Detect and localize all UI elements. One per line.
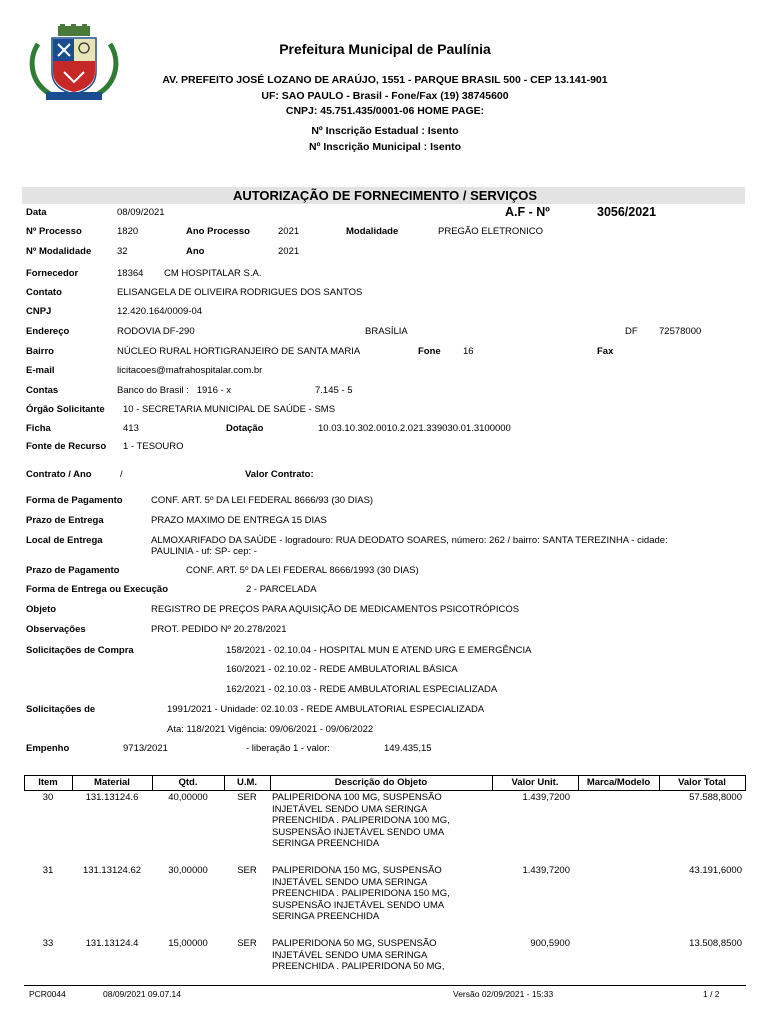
row-total: 43.191,6000 (689, 865, 742, 876)
row-unit-price: 1.439,7200 (522, 865, 570, 876)
year-value: 2021 (278, 246, 300, 257)
cnpj-value: 12.420.164/0009-04 (117, 306, 203, 317)
address-value: RODOVIA DF-290 (117, 326, 195, 337)
column-header-material: Material (94, 777, 130, 788)
state-registration: Nº Inscrição Estadual : Isento (311, 125, 459, 137)
commitment-value: 9713/2021 (123, 743, 168, 754)
row-item: 30 (42, 792, 54, 803)
row-unit-price: 900,5900 (530, 938, 570, 949)
object-label: Objeto (26, 604, 57, 615)
column-header-quantity: Qtd. (178, 777, 198, 788)
date-value: 08/09/2021 (117, 207, 165, 218)
column-header-brand: Marca/Modelo (586, 777, 651, 788)
row-total: 57.588,8000 (689, 792, 742, 803)
municipality-title: Prefeitura Municipal de Paulínia (279, 41, 491, 57)
requests-of-line2: Ata: 118/2021 Vigência: 09/06/2021 - 09/06/2022 (167, 724, 374, 735)
column-header-unit-price: Valor Unit. (511, 777, 559, 788)
contact-label: Contato (26, 287, 62, 298)
ficha-value: 413 (123, 423, 139, 434)
funding-source-label: Fonte de Recurso (26, 441, 107, 452)
delivery-location-line2: PAULINIA - uf: SP- cep: - (151, 546, 257, 557)
purchase-request-item: 158/2021 - 02.10.04 - HOSPITAL MUN E ATEND URG E EMERGÊNCIA (226, 645, 532, 656)
notes-label: Observações (26, 624, 86, 635)
budget-allocation-label: Dotação (226, 423, 264, 434)
accounts-label: Contas (26, 385, 59, 396)
row-unit: SER (237, 865, 257, 876)
payment-method-value: CONF. ART. 5º DA LEI FEDERAL 8666/93 (30 DIAS) (151, 495, 374, 506)
municipality-uf-phone: UF: SAO PAULO - Brasil - Fone/Fax (19) 38745600 (261, 90, 509, 102)
cnpj-label: CNPJ (26, 306, 52, 317)
footer-divider (24, 985, 746, 986)
row-item: 33 (42, 938, 54, 949)
contract-amount-label: Valor Contrato: (245, 469, 314, 480)
delivery-location-line1: ALMOXARIFADO DA SAÚDE - logradouro: RUA DEODATO SOARES, número: 262 / bairro: SANTA TEREZINHA - cidade: (151, 535, 668, 546)
footer-version: Versão 02/09/2021 - 15:33 (453, 989, 554, 999)
row-quantity: 30,00000 (168, 865, 208, 876)
purchase-request-item: 162/2021 - 02.10.03 - REDE AMBULATORIAL ESPECIALIZADA (226, 684, 498, 695)
budget-allocation-value: 10.03.10.302.0010.2.021.339030.01.3100000 (318, 423, 511, 434)
contract-value: / (120, 469, 123, 480)
commitment-label: Empenho (26, 743, 70, 754)
requesting-body-label: Órgão Solicitante (26, 404, 105, 415)
address-label: Endereço (26, 326, 70, 337)
row-item: 31 (42, 865, 54, 876)
municipality-address: AV. PREFEITO JOSÉ LOZANO DE ARAÚJO, 1551 - PARQUE BRASIL 500 - CEP 13.141-901 (162, 74, 608, 86)
row-description: PALIPERIDONA 50 MG, SUSPENSÃO INJETÁVEL SENDO UMA SERINGA PREENCHIDA . PALIPERIDONA 50 MG, (272, 938, 445, 972)
delivery-form-value: 2 - PARCELADA (246, 584, 317, 595)
row-material: 131.13124.6 (85, 792, 139, 803)
row-description: PALIPERIDONA 100 MG, SUSPENSÃO INJETÁVEL SENDO UMA SERINGA PREENCHIDA . PALIPERIDONA 100 MG, SUSPENSÃO INJETÁVEL SENDO UMA SERINGA PREENCHIDA (272, 792, 450, 849)
supplier-code: 18364 (117, 268, 144, 279)
payment-deadline-value: CONF. ART. 5º DA LEI FEDERAL 8666/1993 (30 DIAS) (186, 565, 419, 576)
row-unit-price: 1.439,7200 (522, 792, 570, 803)
requests-of-line1: 1991/2021 - Unidade: 02.10.03 - REDE AMBULATORIAL ESPECIALIZADA (167, 704, 485, 715)
purchase-requests-label: Solicitações de Compra (26, 645, 134, 656)
process-year-label: Ano Processo (186, 226, 250, 237)
ficha-label: Ficha (26, 423, 51, 434)
modality-value: PREGÃO ELETRONICO (438, 226, 544, 237)
requests-of-label: Solicitações de (26, 704, 96, 715)
accounts-number: 7.145 - 5 (315, 385, 353, 396)
fax-label: Fax (597, 346, 614, 357)
process-year-value: 2021 (278, 226, 300, 237)
city-value: BRASÍLIA (365, 326, 408, 337)
district-label: Bairro (26, 346, 54, 357)
contact-value: ELISANGELA DE OLIVEIRA RODRIGUES DOS SANTOS (117, 287, 363, 298)
year-label: Ano (186, 246, 205, 257)
process-label: Nº Processo (26, 226, 82, 237)
row-total: 13.508,8500 (689, 938, 742, 949)
notes-value: PROT. PEDIDO Nº 20.278/2021 (151, 624, 287, 635)
requesting-body-value: 10 - SECRETARIA MUNICIPAL DE SAÚDE - SMS (123, 404, 336, 415)
modality-label: Modalidade (346, 226, 399, 237)
row-material: 131.13124.62 (82, 865, 142, 876)
payment-method-label: Forma de Pagamento (26, 495, 123, 506)
row-unit: SER (237, 792, 257, 803)
object-value: REGISTRO DE PREÇOS PARA AQUISIÇÃO DE MEDICAMENTOS PSICOTRÓPICOS (151, 604, 520, 615)
email-value: licitacoes@mafrahospitalar.com.br (117, 365, 263, 376)
process-value: 1820 (117, 226, 139, 237)
purchase-request-item: 160/2021 - 02.10.02 - REDE AMBULATORIAL BÁSICA (226, 664, 458, 675)
municipality-cnpj: CNPJ: 45.751.435/0001-06 HOME PAGE: (285, 105, 485, 117)
state-value: DF (625, 326, 638, 337)
email-label: E-mail (26, 365, 55, 376)
row-unit: SER (237, 938, 257, 949)
column-header-unit: U.M. (236, 777, 258, 788)
modality-number-value: 32 (117, 246, 128, 257)
accounts-bank: Banco do Brasil : 1916 - x (117, 385, 232, 396)
supplier-label: Fornecedor (26, 268, 79, 279)
commitment-amount: 149.435,15 (384, 743, 432, 754)
af-label: A.F - Nº (505, 205, 550, 219)
district-value: NÚCLEO RURAL HORTIGRANJEIRO DE SANTA MARIA (117, 346, 361, 357)
row-material: 131.13124.4 (85, 938, 139, 949)
row-quantity: 40,00000 (168, 792, 208, 803)
column-header-total: Valor Total (678, 777, 726, 788)
contract-label: Contrato / Ano (26, 469, 92, 480)
column-header-description: Descrição do Objeto (334, 777, 428, 788)
column-header-item: Item (38, 777, 58, 788)
delivery-deadline-label: Prazo de Entrega (26, 515, 104, 526)
af-number: 3056/2021 (597, 205, 657, 219)
payment-deadline-label: Prazo de Pagamento (26, 565, 120, 576)
delivery-location-label: Local de Entrega (26, 535, 103, 546)
modality-number-label: Nº Modalidade (26, 246, 92, 257)
footer-datetime: 08/09/2021 09.07.14 (103, 989, 181, 999)
delivery-form-label: Forma de Entrega ou Execução (26, 584, 169, 595)
funding-source-value: 1 - TESOURO (123, 441, 184, 452)
supplier-name: CM HOSPITALAR S.A. (164, 268, 262, 279)
footer-page-number: 1 / 2 (703, 989, 720, 999)
row-description: PALIPERIDONA 150 MG, SUSPENSÃO INJETÁVEL SENDO UMA SERINGA PREENCHIDA . PALIPERIDONA 150 MG, SUSPENSÃO INJETÁVEL SENDO UMA SERINGA PREENCHIDA (272, 865, 450, 922)
municipal-registration: Nº Inscrição Municipal : Isento (308, 141, 462, 153)
date-label: Data (26, 207, 47, 218)
delivery-deadline-value: PRAZO MAXIMO DE ENTREGA 15 DIAS (151, 515, 327, 526)
document-title: AUTORIZAÇÃO DE FORNECIMENTO / SERVIÇOS (232, 188, 538, 203)
commitment-release: - liberação 1 - valor: (246, 743, 330, 754)
phone-label: Fone (418, 346, 441, 357)
row-quantity: 15,00000 (168, 938, 208, 949)
footer-report-code: PCR0044 (29, 989, 66, 999)
zip-value: 72578000 (659, 326, 702, 337)
phone-value: 16 (463, 346, 474, 357)
